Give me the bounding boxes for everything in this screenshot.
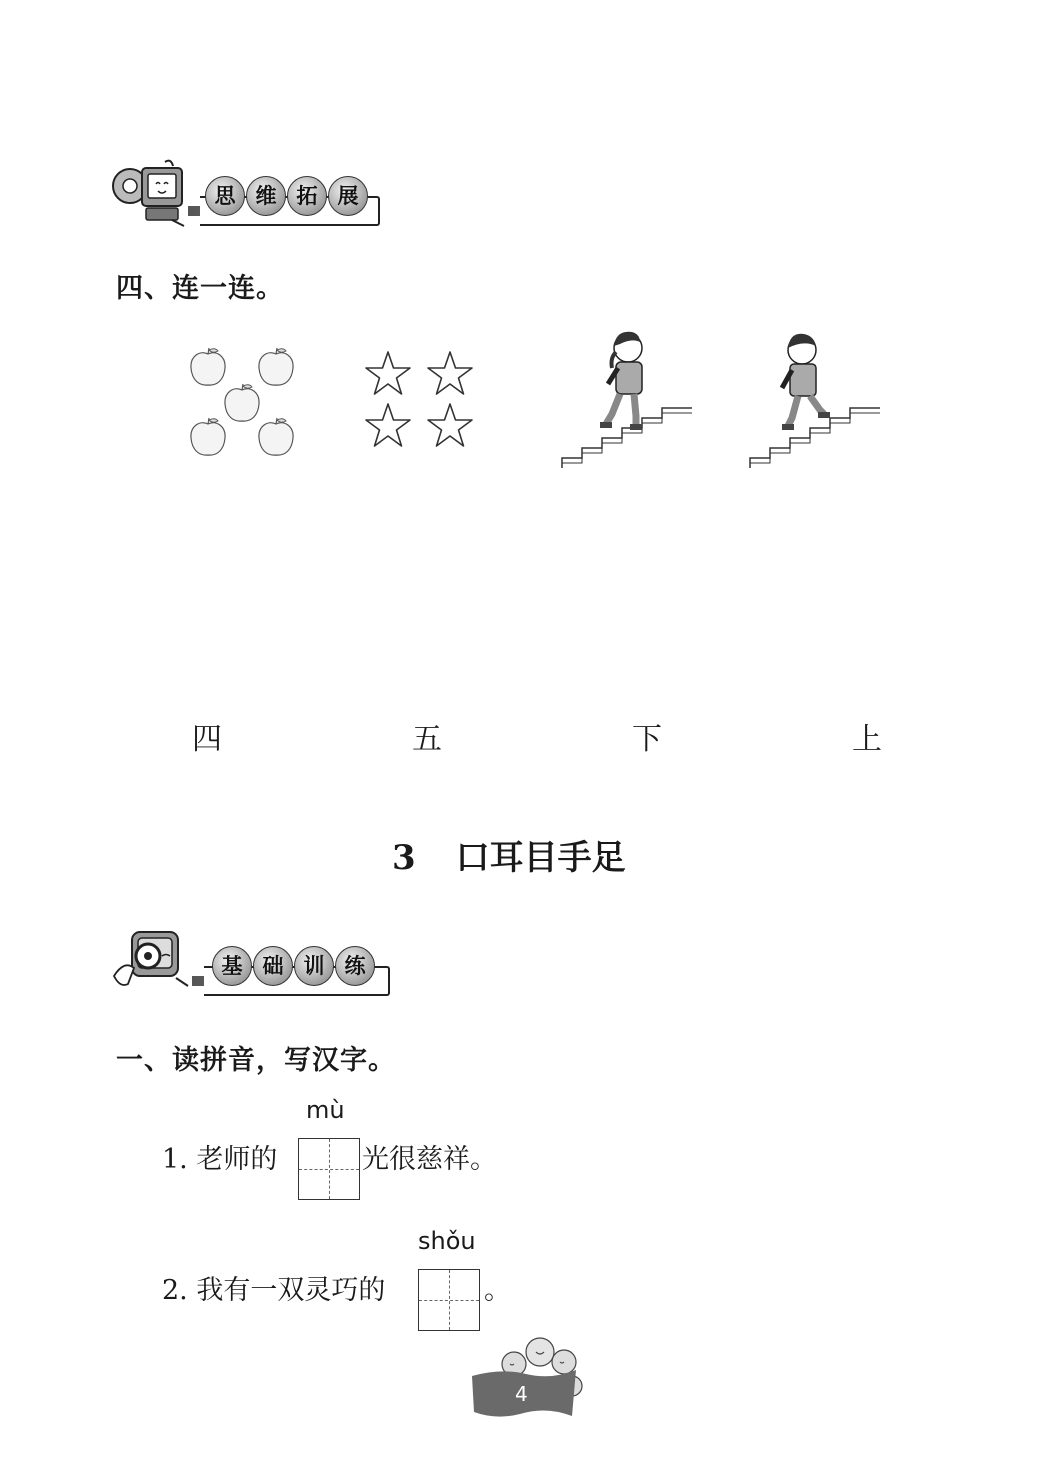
page-number: 4 xyxy=(515,1382,528,1406)
apple-icon xyxy=(191,418,225,455)
q2-prefix: 2. 我有一双灵巧的 xyxy=(162,1275,386,1306)
q2-writing-box[interactable] xyxy=(418,1269,480,1331)
star-icon xyxy=(428,404,472,446)
choice-xia: 下 xyxy=(632,722,662,757)
choice-wu: 五 xyxy=(412,722,442,757)
apples-illustration xyxy=(186,340,306,460)
banner-char: 维 xyxy=(246,176,286,216)
banner-char: 练 xyxy=(335,946,375,986)
apple-icon xyxy=(225,384,259,421)
banner-char: 础 xyxy=(253,946,293,986)
girl-walking-down-stairs-illustration xyxy=(558,322,698,474)
apple-icon xyxy=(259,418,293,455)
q2-suffix: 。 xyxy=(484,1275,511,1306)
mascot-computer-icon xyxy=(110,158,190,228)
banner-char: 训 xyxy=(294,946,334,986)
stars-illustration xyxy=(362,348,482,452)
lesson-number: 3 xyxy=(392,838,416,878)
lesson-name: 口耳目手足 xyxy=(455,838,626,878)
banner-char: 基 xyxy=(212,946,252,986)
q1-writing-box[interactable] xyxy=(298,1138,360,1200)
banner-char: 思 xyxy=(205,176,245,216)
boy-walking-up-stairs-illustration xyxy=(746,330,886,474)
page-badge-illustration xyxy=(466,1330,590,1422)
q1-prefix: 1. 老师的 xyxy=(162,1144,278,1175)
star-icon xyxy=(366,404,410,446)
q1-suffix: 光很慈祥。 xyxy=(362,1144,497,1175)
lesson-title xyxy=(392,830,626,879)
apple-icon xyxy=(259,348,293,385)
choice-shang: 上 xyxy=(852,722,882,757)
section-banner-thinking xyxy=(110,158,385,228)
star-icon xyxy=(366,352,410,394)
question-heading-4: 四、连一连。 xyxy=(116,273,284,304)
pinyin-shou: shǒu xyxy=(418,1227,476,1255)
banner-char: 拓 xyxy=(287,176,327,216)
choice-si: 四 xyxy=(192,722,222,757)
mascot-magnifier-icon xyxy=(110,926,194,998)
question-heading-1: 一、读拼音，写汉字。 xyxy=(116,1045,396,1076)
pinyin-mu: mù xyxy=(306,1096,345,1124)
apple-icon xyxy=(191,348,225,385)
section-banner-basics xyxy=(110,926,395,998)
banner-char: 展 xyxy=(328,176,368,216)
star-icon xyxy=(428,352,472,394)
